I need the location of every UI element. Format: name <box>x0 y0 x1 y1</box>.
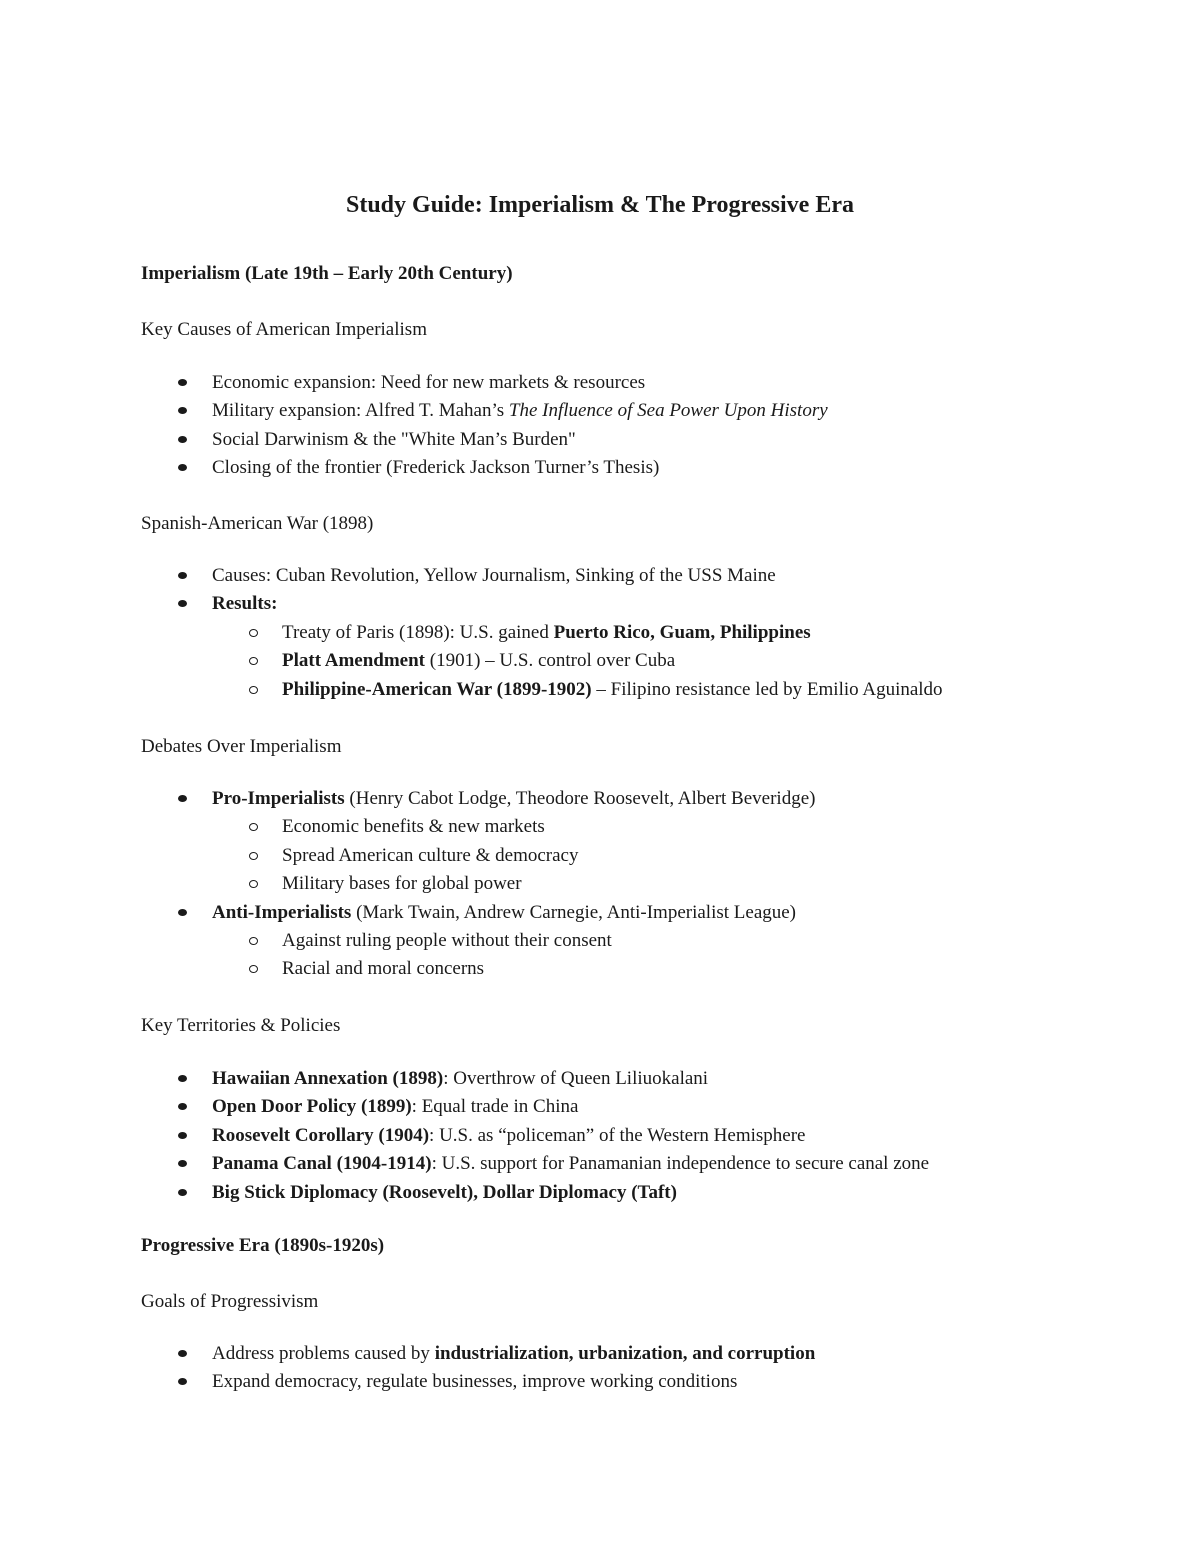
list-item: Economic benefits & new markets <box>212 813 815 841</box>
list-item: Against ruling people without their consent <box>212 927 815 955</box>
circle-bullet-icon <box>249 686 258 694</box>
bullet-icon <box>178 600 187 607</box>
results-label: Results: <box>212 593 278 615</box>
circle-bullet-icon <box>249 880 258 888</box>
list-item: Economic expansion: Need for new markets & resources <box>141 369 828 397</box>
list-item: Address problems caused by industrialization, urbanization, and corruption <box>141 1340 815 1368</box>
page-title: Study Guide: Imperialism & The Progressive Era <box>345 192 854 218</box>
debates-subheading: Debates Over Imperialism <box>141 736 342 757</box>
bullet-icon <box>178 1103 187 1110</box>
list-item: Causes: Cuban Revolution, Yellow Journalism, Sinking of the USS Maine <box>141 562 943 590</box>
bullet-icon <box>178 1160 187 1167</box>
bullet-icon <box>178 1350 187 1357</box>
pro-list <box>212 813 815 898</box>
bullet-icon <box>178 572 187 579</box>
imperialism-heading: Imperialism (Late 19th – Early 20th Century) <box>141 263 513 284</box>
bullet-icon <box>178 464 187 471</box>
list-item: Racial and moral concerns <box>212 955 815 983</box>
progressive-heading: Progressive Era (1890s-1920s) <box>141 1235 385 1256</box>
goals-list <box>141 1340 815 1397</box>
circle-bullet-icon <box>249 657 258 665</box>
list-item: Closing of the frontier (Frederick Jackson Turner’s Thesis) <box>141 454 828 482</box>
bullet-icon <box>178 407 187 414</box>
list-item: Social Darwinism & the "White Man’s Burden" <box>141 426 828 454</box>
bullet-icon <box>178 1378 187 1385</box>
circle-bullet-icon <box>249 823 258 831</box>
circle-bullet-icon <box>249 965 258 973</box>
debates-list <box>141 785 815 984</box>
bullet-icon <box>178 795 187 802</box>
list-item: Hawaiian Annexation (1898): Overthrow of Queen Liliuokalani <box>141 1065 929 1093</box>
bullet-icon <box>178 1189 187 1196</box>
bullet-icon <box>178 379 187 386</box>
territories-list <box>141 1065 929 1207</box>
war-list <box>141 562 943 704</box>
list-item: Anti-Imperialists (Mark Twain, Andrew Carnegie, Anti-Imperialist League) Against ruling people without their consent Racial and moral concerns <box>141 899 815 984</box>
causes-subheading: Key Causes of American Imperialism <box>141 319 427 340</box>
bullet-icon <box>178 1075 187 1082</box>
list-item: Military bases for global power <box>212 870 815 898</box>
list-item: Spread American culture & democracy <box>212 842 815 870</box>
circle-bullet-icon <box>249 937 258 945</box>
list-item: Panama Canal (1904-1914): U.S. support for Panamanian independence to secure canal zone <box>141 1150 929 1178</box>
list-item: Expand democracy, regulate businesses, improve working conditions <box>141 1368 815 1396</box>
results-list <box>212 619 943 704</box>
goals-subheading: Goals of Progressivism <box>141 1291 319 1312</box>
bullet-icon <box>178 436 187 443</box>
list-item: Big Stick Diplomacy (Roosevelt), Dollar Diplomacy (Taft) <box>141 1179 929 1207</box>
list-item: Pro-Imperialists (Henry Cabot Lodge, Theodore Roosevelt, Albert Beveridge) Economic benefits & new markets Spread American culture & democracy Military bases for global power <box>141 785 815 899</box>
bullet-icon <box>178 909 187 916</box>
list-item: Military expansion: Alfred T. Mahan’s The Influence of Sea Power Upon History <box>141 397 828 425</box>
list-item: Platt Amendment (1901) – U.S. control over Cuba <box>212 647 943 675</box>
circle-bullet-icon <box>249 629 258 637</box>
territories-subheading: Key Territories & Policies <box>141 1015 341 1036</box>
list-item: Philippine-American War (1899-1902) – Filipino resistance led by Emilio Aguinaldo <box>212 676 943 704</box>
list-item <box>141 590 943 704</box>
anti-list <box>212 927 815 984</box>
list-item: Treaty of Paris (1898): U.S. gained Puerto Rico, Guam, Philippines <box>212 619 943 647</box>
list-item: Roosevelt Corollary (1904): U.S. as “policeman” of the Western Hemisphere <box>141 1122 929 1150</box>
war-subheading: Spanish-American War (1898) <box>141 513 374 534</box>
bullet-icon <box>178 1132 187 1139</box>
circle-bullet-icon <box>249 852 258 860</box>
causes-list <box>141 369 828 483</box>
list-item: Open Door Policy (1899): Equal trade in China <box>141 1093 929 1121</box>
book-title: The Influence of Sea Power Upon History <box>508 400 828 422</box>
